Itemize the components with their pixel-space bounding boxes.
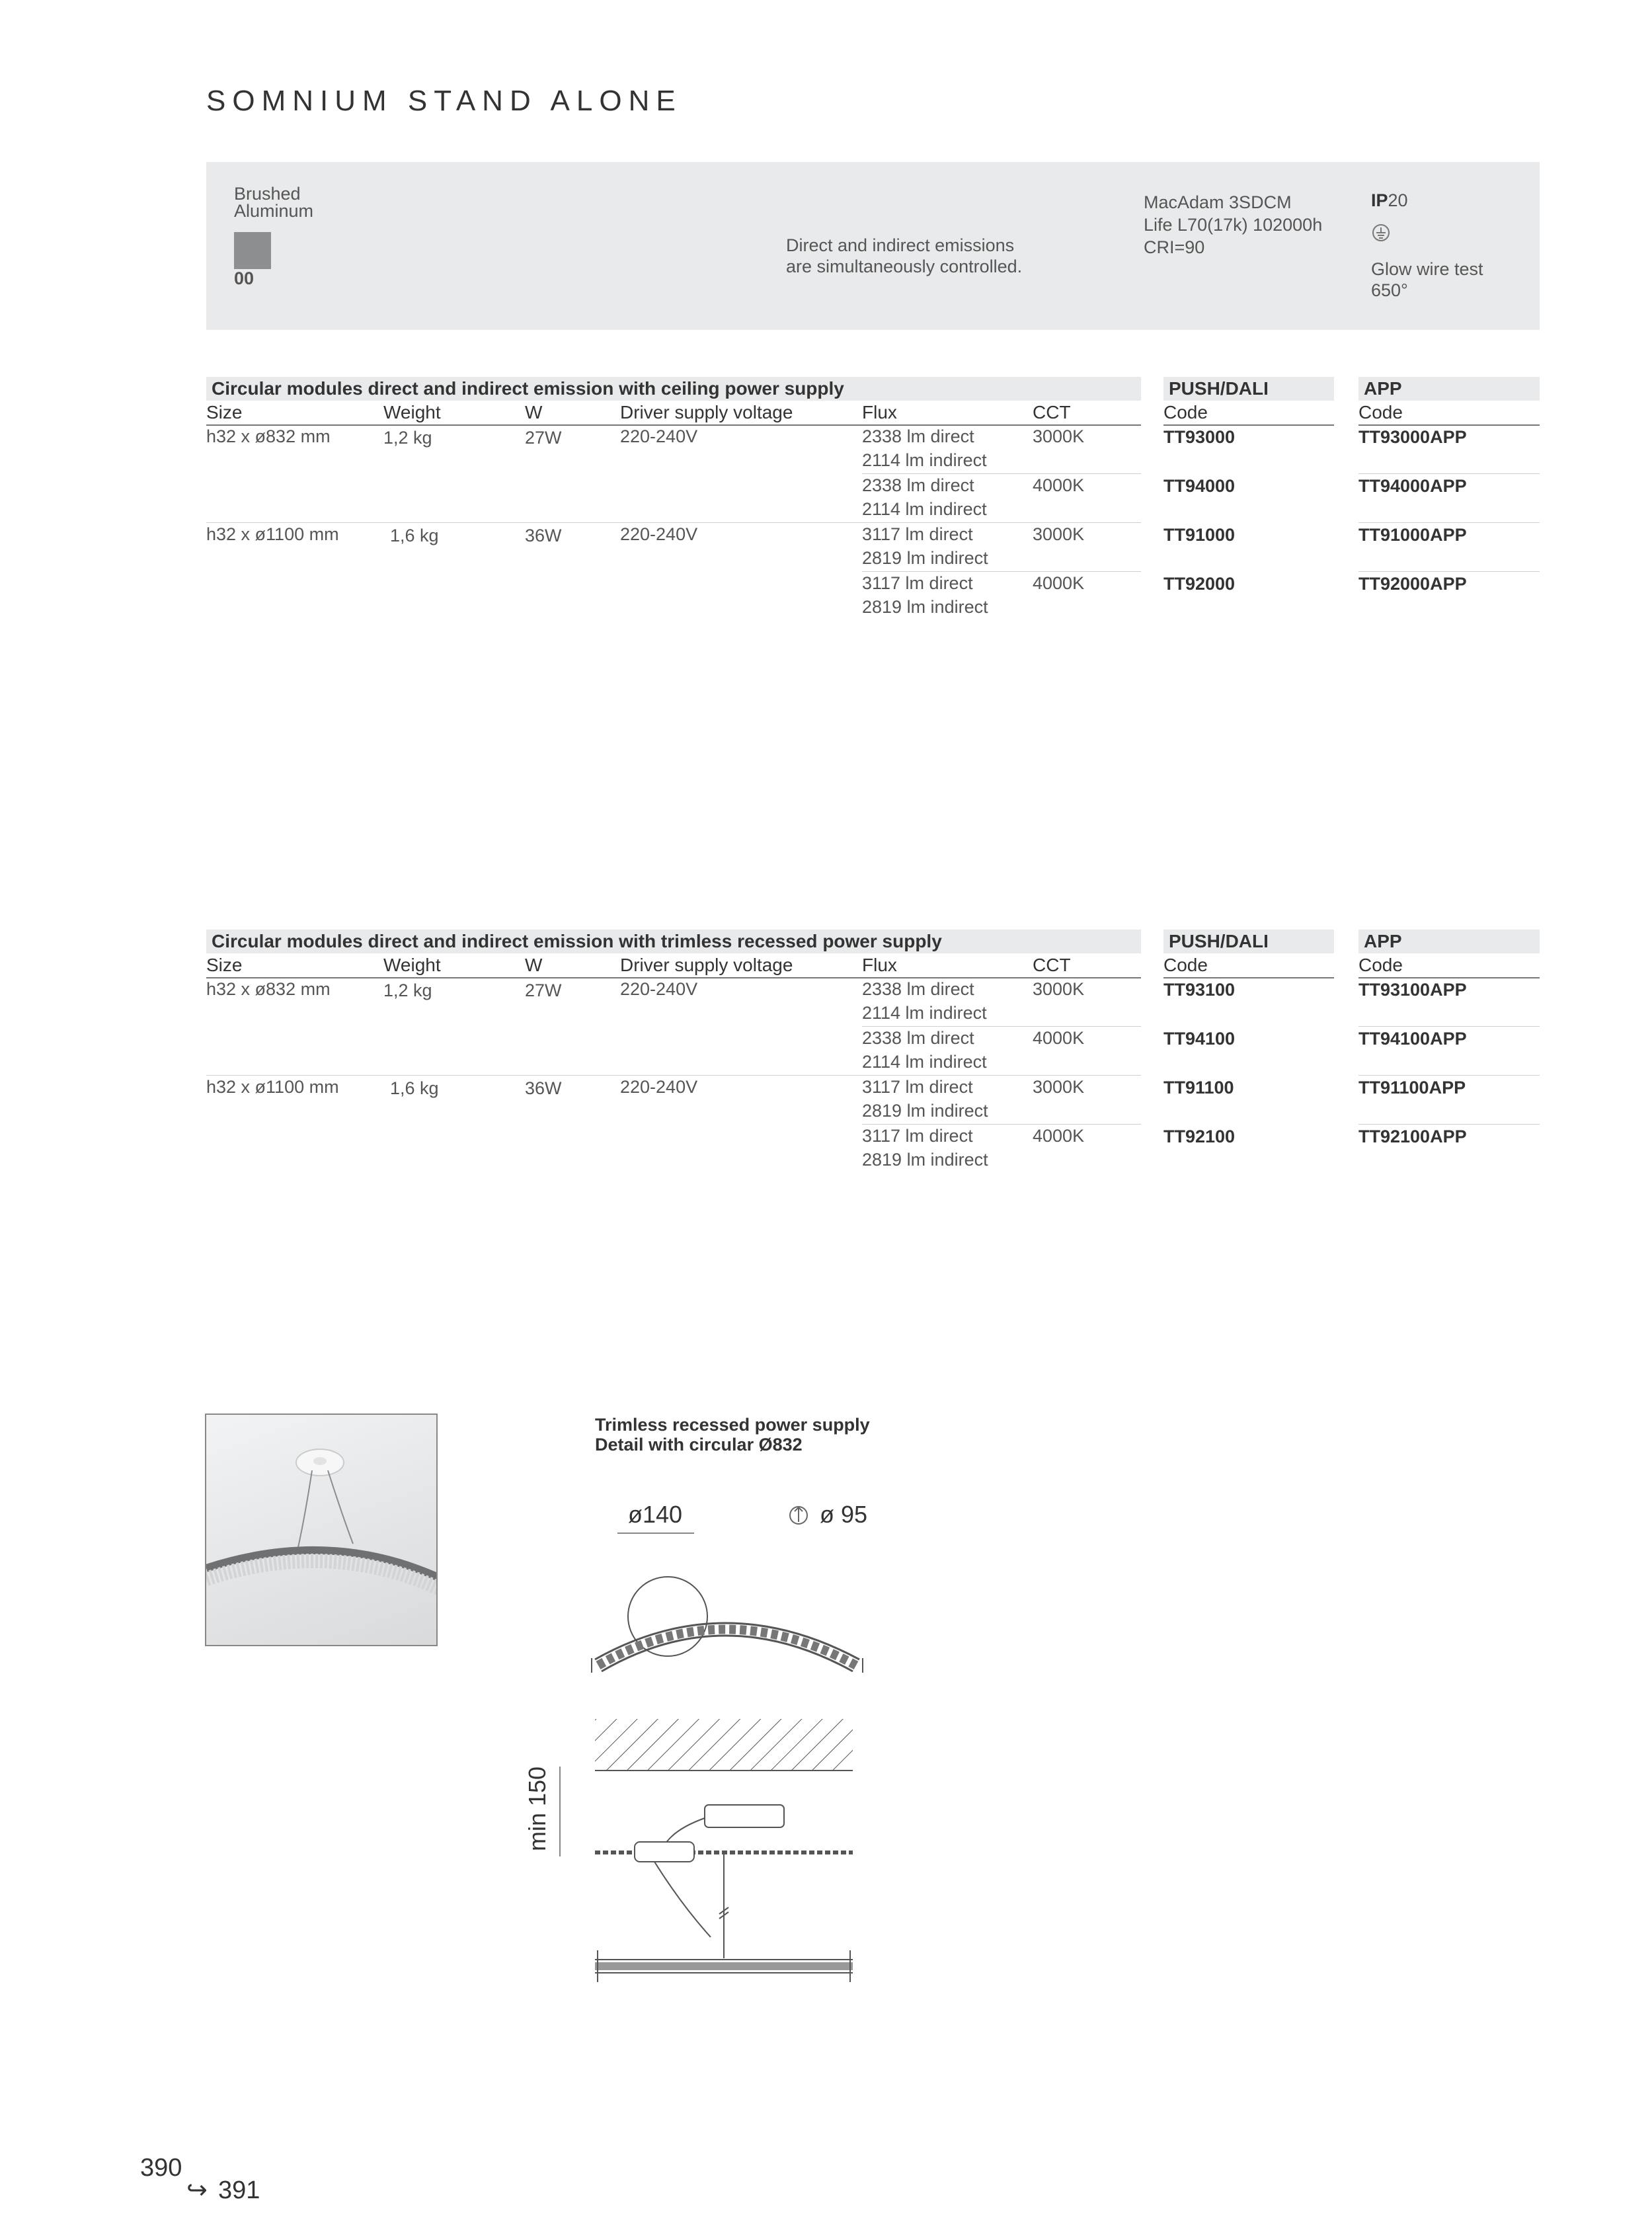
col-code: Code xyxy=(1163,402,1208,422)
cell-driver: 220-240V xyxy=(620,524,698,544)
cell-cct: 4000K xyxy=(1033,573,1085,593)
diagram-title-line2: Detail with circular Ø832 xyxy=(595,1435,803,1454)
product-code: TT94000 xyxy=(1163,476,1236,496)
ip-label: IP xyxy=(1371,190,1388,210)
cell-flux-indirect: 2819 lm indirect xyxy=(862,597,988,617)
cell-size: h32 x ø1100 mm xyxy=(206,1077,339,1097)
diagram-title-line1: Trimless recessed power supply xyxy=(595,1415,870,1435)
divider xyxy=(1163,424,1334,426)
cell-w: 36W xyxy=(525,1078,562,1098)
row-divider xyxy=(1358,1075,1540,1076)
next-page-arrow-icon[interactable]: ↪ xyxy=(186,2176,208,2204)
product-code: TT92000 xyxy=(1163,574,1236,594)
spec-macadam: MacAdam 3SDCM xyxy=(1144,192,1292,212)
cell-flux-direct: 2338 lm direct xyxy=(862,1028,974,1048)
product-code: TT93100 xyxy=(1163,980,1236,1000)
cell-driver: 220-240V xyxy=(620,1077,698,1097)
cell-flux-direct: 3117 lm direct xyxy=(862,524,973,544)
finish-name-line2: Aluminum xyxy=(234,201,314,221)
cell-flux-indirect: 2819 lm indirect xyxy=(862,548,988,568)
emission-line2: are simultaneously controlled. xyxy=(786,257,1023,276)
divider xyxy=(1358,424,1540,426)
spec-cri: CRI=90 xyxy=(1144,237,1205,257)
dimension-outer-diameter: ø140 xyxy=(628,1501,683,1528)
app-code: TT94100APP xyxy=(1358,1029,1467,1049)
emission-line1: Direct and indirect emissions xyxy=(786,235,1015,255)
row-divider xyxy=(1358,571,1540,572)
page-title: SOMNIUM STAND ALONE xyxy=(206,85,682,117)
cell-size: h32 x ø832 mm xyxy=(206,979,331,999)
cell-cct: 3000K xyxy=(1033,426,1085,446)
cell-w: 27W xyxy=(525,980,562,1000)
push-dali-header: PUSH/DALI xyxy=(1163,377,1334,401)
ip-value: 20 xyxy=(1388,190,1408,210)
cell-flux-indirect: 2819 lm indirect xyxy=(862,1150,988,1170)
cell-cct: 3000K xyxy=(1033,979,1085,999)
cell-driver: 220-240V xyxy=(620,426,698,446)
cell-cct: 3000K xyxy=(1033,1077,1085,1097)
col-app-code: Code xyxy=(1358,955,1403,975)
cell-weight: 1,6 kg xyxy=(390,526,439,545)
ceiling-section-drawing xyxy=(582,1712,866,1993)
col-cct: CCT xyxy=(1033,402,1071,422)
product-code: TT94100 xyxy=(1163,1029,1236,1049)
arc-module-drawing xyxy=(588,1573,873,1689)
col-size: Size xyxy=(206,955,243,975)
emission-note xyxy=(786,235,1022,277)
min-height-label: min 150 xyxy=(524,1766,551,1851)
glow-line2: 650° xyxy=(1371,280,1408,300)
cell-flux-direct: 3117 lm direct xyxy=(862,1126,973,1146)
app-code: TT91000APP xyxy=(1358,525,1467,545)
col-weight: Weight xyxy=(383,955,441,975)
recessed-supply-table xyxy=(206,930,1540,1181)
dimension-line xyxy=(617,1533,694,1534)
cell-flux-indirect: 2114 lm indirect xyxy=(862,1003,987,1023)
cell-driver: 220-240V xyxy=(620,979,698,999)
product-info-box xyxy=(206,162,1540,330)
cell-w: 36W xyxy=(525,526,562,545)
cell-w: 27W xyxy=(525,428,562,448)
cell-cct: 4000K xyxy=(1033,1028,1085,1048)
cell-cct: 4000K xyxy=(1033,1126,1085,1146)
cell-cct: 3000K xyxy=(1033,524,1085,544)
cell-size: h32 x ø1100 mm xyxy=(206,524,339,544)
app-header: APP xyxy=(1358,377,1540,401)
cell-flux-direct: 2338 lm direct xyxy=(862,475,974,495)
product-code: TT91000 xyxy=(1163,525,1236,545)
divider xyxy=(1163,977,1334,978)
ip-rating xyxy=(1371,190,1408,211)
col-w: W xyxy=(525,402,543,422)
row-divider xyxy=(1358,1026,1540,1027)
light-specs xyxy=(1144,191,1322,259)
app-code: TT93100APP xyxy=(1358,980,1467,1000)
diagram-title xyxy=(595,1415,870,1454)
col-driver: Driver supply voltage xyxy=(620,402,793,422)
cell-flux-direct: 2338 lm direct xyxy=(862,979,974,999)
next-page-number[interactable]: 391 xyxy=(218,2176,260,2204)
push-dali-header: PUSH/DALI xyxy=(1163,930,1334,953)
finish-name-line1: Brushed xyxy=(234,184,301,204)
product-code: TT93000 xyxy=(1163,427,1236,447)
col-driver: Driver supply voltage xyxy=(620,955,793,975)
col-cct: CCT xyxy=(1033,955,1071,975)
earth-ground-icon xyxy=(1371,223,1391,247)
row-divider xyxy=(1358,522,1540,523)
product-code: TT92100 xyxy=(1163,1127,1236,1146)
col-w: W xyxy=(525,955,543,975)
app-code: TT92000APP xyxy=(1358,574,1467,594)
cell-flux-direct: 2338 lm direct xyxy=(862,426,974,446)
cell-flux-indirect: 2114 lm indirect xyxy=(862,450,987,470)
glow-line1: Glow wire test xyxy=(1371,259,1483,279)
dimension-hole-diameter: ø 95 xyxy=(820,1501,868,1528)
row-divider xyxy=(1358,1124,1540,1125)
finish-code: 00 xyxy=(234,268,255,288)
cell-weight: 1,2 kg xyxy=(383,428,432,448)
ceiling-supply-table xyxy=(206,377,1540,628)
cell-flux-indirect: 2819 lm indirect xyxy=(862,1101,988,1121)
app-code: TT91100APP xyxy=(1358,1078,1466,1097)
row-divider xyxy=(1358,473,1540,474)
cell-flux-indirect: 2114 lm indirect xyxy=(862,499,987,519)
divider xyxy=(1358,977,1540,978)
cell-size: h32 x ø832 mm xyxy=(206,426,331,446)
cell-flux-indirect: 2114 lm indirect xyxy=(862,1052,987,1072)
app-header: APP xyxy=(1358,930,1540,953)
min-height-dimension xyxy=(524,1766,551,1851)
col-weight: Weight xyxy=(383,402,441,422)
cell-weight: 1,6 kg xyxy=(390,1078,439,1098)
table-title: Circular modules direct and indirect emission with trimless recessed power supply xyxy=(206,930,1141,953)
hole-drill-icon xyxy=(787,1502,813,1532)
finish-color-swatch[interactable] xyxy=(234,232,271,269)
cell-weight: 1,2 kg xyxy=(383,980,432,1000)
app-code: TT94000APP xyxy=(1358,476,1467,496)
col-size: Size xyxy=(206,402,243,422)
product-photo xyxy=(205,1414,438,1646)
table-title: Circular modules direct and indirect emission with ceiling power supply xyxy=(206,377,1141,401)
glow-wire-test xyxy=(1371,259,1483,301)
col-app-code: Code xyxy=(1358,402,1403,422)
col-code: Code xyxy=(1163,955,1208,975)
dimension-line xyxy=(559,1767,561,1856)
col-flux: Flux xyxy=(862,955,897,975)
spec-life: Life L70(17k) 102000h xyxy=(1144,215,1323,235)
col-flux: Flux xyxy=(862,402,897,422)
app-code: TT92100APP xyxy=(1358,1127,1467,1146)
cell-cct: 4000K xyxy=(1033,475,1085,495)
app-code: TT93000APP xyxy=(1358,427,1467,447)
product-code: TT91100 xyxy=(1163,1078,1234,1097)
finish-name xyxy=(234,183,313,221)
page-number: 390 xyxy=(140,2154,182,2182)
cell-flux-direct: 3117 lm direct xyxy=(862,1077,973,1097)
cell-flux-direct: 3117 lm direct xyxy=(862,573,973,593)
